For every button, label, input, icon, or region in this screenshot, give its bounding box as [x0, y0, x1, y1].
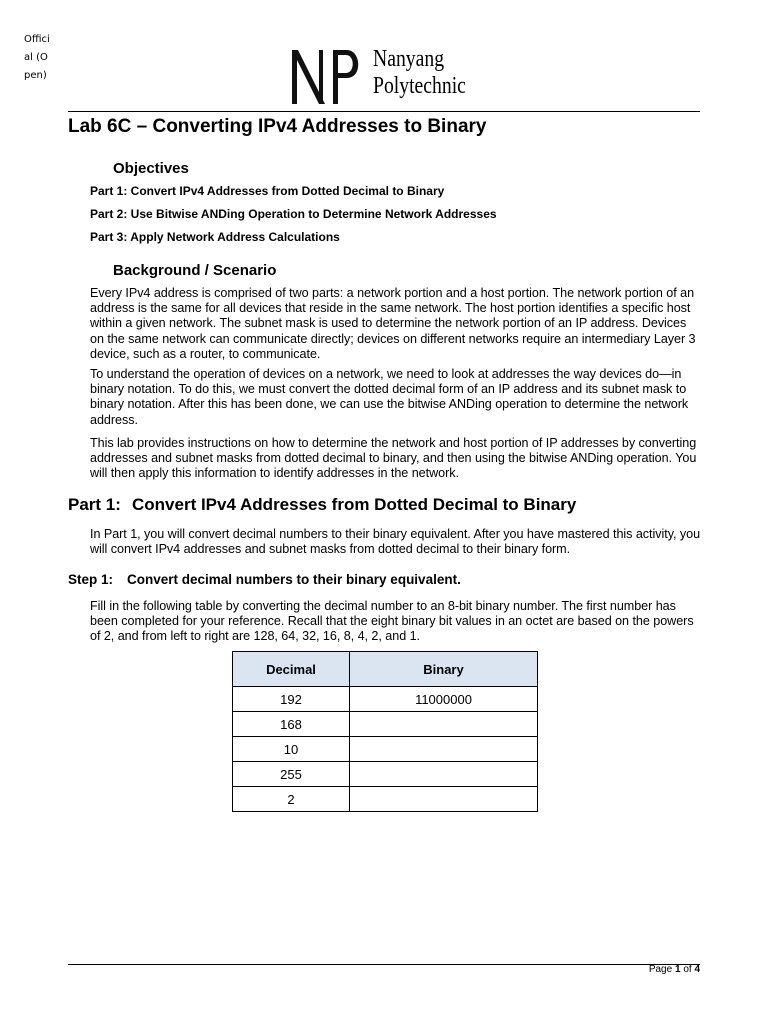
step1-number: Step 1:: [68, 572, 114, 587]
part1-number: Part 1:: [68, 495, 121, 514]
background-paragraph: Every IPv4 address is comprised of two parts: a network portion and a host portion. The network portion of an address is the same for all devices that reside in the same network. The host portion identifies a specific host within a given network. The subnet mask is used to determine the network portion of an IP address. Devices on the same network can communicate directly; devices on different networks require an intermediary Layer 3 device, such as a router, to communicate.: [90, 286, 696, 361]
decimal-cell: 10: [233, 737, 350, 762]
background-paragraph: This lab provides instructions on how to determine the network and host portion of IP addresses by converting addresses and subnet masks from dotted decimal to binary, and then using the bitwise ANDing operation. You will then apply this information to identify addresses in the network.: [90, 436, 697, 481]
binary-cell[interactable]: [350, 712, 538, 737]
logo-wordmark: [373, 46, 480, 100]
objective-item: Part 3: Apply Network Address Calculations: [90, 230, 340, 244]
table-header-row: [233, 652, 538, 687]
step1-text: Fill in the following table by converting the decimal number to an 8-bit binary number. The first number has been completed for your reference. Recall that the eight binary bit values in an octet are based on the powers of 2, and from left to right are 128, 64, 32, 16, 8, 4, 2, and 1.: [90, 599, 694, 644]
step1-title: Convert decimal numbers to their binary equivalent.: [127, 572, 461, 587]
total-pages: 4: [694, 964, 700, 975]
table-row: [233, 787, 538, 812]
objectives-heading: Objectives: [113, 160, 189, 177]
decimal-binary-table: [232, 651, 538, 812]
step1-heading: [68, 572, 461, 587]
classification-label: Official (Open): [24, 34, 50, 81]
decimal-cell: 255: [233, 762, 350, 787]
part1-intro: In Part 1, you will convert decimal numbers to their binary equivalent. After you have mastered this activity, you will convert IPv4 addresses and subnet masks from dotted decimal to their binary form.: [90, 527, 701, 557]
decimal-cell: 168: [233, 712, 350, 737]
current-page: 1: [674, 964, 681, 975]
table-row: [233, 687, 538, 712]
binary-cell[interactable]: [350, 787, 538, 812]
table-row: [233, 712, 538, 737]
decimal-column-header: Decimal: [233, 652, 350, 687]
page-number: [649, 964, 700, 975]
binary-column-header: Binary: [350, 652, 538, 687]
decimal-cell: 2: [233, 787, 350, 812]
page-title: Lab 6C – Converting IPv4 Addresses to Binary: [68, 116, 487, 137]
nyp-logo-mark: [289, 48, 365, 106]
binary-cell: 11000000: [350, 687, 538, 712]
decimal-cell: 192: [233, 687, 350, 712]
logo-line-1: Nanyang: [373, 46, 445, 72]
part1-heading: [68, 495, 576, 515]
background-heading: Background / Scenario: [113, 262, 277, 279]
part1-title: Convert IPv4 Addresses from Dotted Decimal to Binary: [132, 495, 577, 514]
objective-item: Part 2: Use Bitwise ANDing Operation to Determine Network Addresses: [90, 207, 497, 221]
objective-item: Part 1: Convert IPv4 Addresses from Dotted Decimal to Binary: [90, 184, 445, 198]
background-paragraph: To understand the operation of devices on a network, we need to look at addresses the way devices do—in binary notation. To do this, we must convert the dotted decimal form of an IP address and its subnet mask to binary notation. After this has been done, we can use the bitwise ANDing operation to determine the network address.: [90, 367, 689, 427]
footer-rule: [68, 964, 700, 965]
page-of: of: [683, 964, 692, 975]
table-row: [233, 762, 538, 787]
page-label: Page: [648, 964, 673, 975]
table-row: [233, 737, 538, 762]
header-rule: [68, 111, 700, 112]
binary-cell[interactable]: [350, 737, 538, 762]
binary-cell[interactable]: [350, 762, 538, 787]
logo-line-2: Polytechnic: [373, 73, 466, 99]
